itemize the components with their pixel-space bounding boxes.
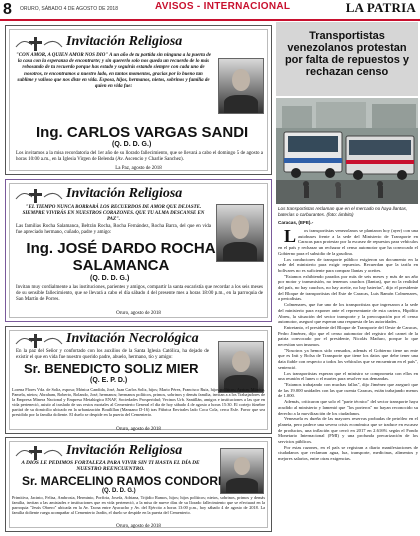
- photo-caption: Los transportistas reclaman que en el mercado no haya llantas, baterías o carburantes. (foto: ámbito): [278, 206, 408, 217]
- section-title: AVISOS - INTERNACIONAL: [155, 1, 291, 12]
- honorific: (Q. D. D. G.): [112, 141, 152, 148]
- card-footer: Oruro, agosto de 2018: [116, 524, 161, 529]
- card-title: Invitación Religiosa: [66, 443, 183, 458]
- header-rule: [0, 19, 420, 21]
- article-paragraph: Por estas razones, en el país se registran a diario manifestaciones de ciudadanos que reclaman agua, luz, transporte, medicinas, alimentos y mejores salarios, entre otras exigencias.: [278, 444, 418, 462]
- article-headline-box: [276, 22, 418, 96]
- obituary-card: [5, 25, 272, 175]
- obituary-card: [5, 326, 272, 434]
- article-paragraph: [278, 228, 418, 257]
- article-headline: Transportistas venezolanos protestan por falta de repuestos y rechazan censo: [284, 30, 410, 78]
- article-paragraph: Venezuela es dueña de las mayores reservas probadas de petróleo en el planeta, pero padece una severa crisis económica que se traduce en escasez de productos, una inflación que cerró en 2017 en 2.616% según el Fondo Monetario Internacional (FMI) y una profunda precarización de los servicios públicos.: [278, 416, 418, 445]
- card-footer: La Paz, agosto de 2018: [115, 166, 162, 171]
- newspaper-name: LA PATRIA: [345, 0, 416, 15]
- honorific: (Q. D. D. G.): [102, 488, 136, 494]
- article-paragraph: Entretanto, el presidente del Bloque de Transporte del Oeste de Caracas, Pedro Jiménez, dijo que el censo automotor del registro del carnet de la patria convocado por el presidente, Nicolás Maduro, porque lo que necesitan son insumos.: [278, 324, 418, 348]
- article-paragraph: Los transportistas esperan que el ministro se comprometa con ellos en una reunión el lunes o el martes para resolver sus demandas.: [278, 370, 418, 382]
- card-quote: "EL TIEMPO NUNCA BORRARÁ LOS RECUERDOS DE AMOR QUE DEJASTE. SIEMPRE VIVIRÁS EN NUESTROS CORAZONES. QUE TU ALMA DESCANSE EN PAZ".: [22, 205, 205, 223]
- article-paragraph: "Nosotros ya hemos sido censados, además el Gobierno tiene un ente que es Intt y Bolsa de Transporte que tiene los datos que debe tener una data fiable con respecto a todos los vehículos que se encuentran en el país", sentenció.: [278, 347, 418, 370]
- portrait-photo: [218, 58, 264, 114]
- article-photo: [276, 98, 418, 204]
- card-footer: Oruro, agosto de 2018: [116, 427, 161, 432]
- card-quote: "CON AMOR, A QUIEN AMOR NOS DIO" A un año de tu partida sin ninguna a la puerta de la casa con la esperanza de encontrarte; y sin quererlo solo nos queda un recuerdo de lo más rebosando de tu recuerdo porque has estado y seguirás estando siempre con cada uno de nosotros, te encontramos a nuestro lado, en tantos momentos, gracias por lo bueno tan sublime y valioso que nos diste en vida. Esposa, hijos, hermanos, nietos, sobrinos y familia de quien en vida fue:: [16, 53, 211, 90]
- card-title: Invitación Religiosa: [66, 186, 183, 201]
- card-quote: A DIOS LE PEDIMOS FORTALEZA PARA VIVIR SIN TI HASTA EL DÍA DE NUESTRO REENCUENTRO.: [21, 460, 200, 473]
- card-title: Invitación Religiosa: [66, 34, 183, 49]
- news-article: [276, 22, 418, 534]
- drop-cap: L: [284, 228, 297, 246]
- article-paragraph: "Estamos trabajando con muchas fallas", dijo Jiménez que aseguró que de las 19.000 unidades con las que cuenta Caracas, están trabajando menos de 1.000.: [278, 381, 418, 399]
- article-paragraph: Los conductores de transporte público exigieron un documento en la sede del ministerio para exigir repuestos. Recuerdan que la tarifa en bolívares no es suficiente para comprar llantas y aceites.: [278, 256, 418, 273]
- card-footer: Oruro, agosto de 2018: [116, 311, 161, 316]
- card-body: Los invitamos a la misa recordatoria del 1er año de su llorado fallecimiento, que se llevará a cabo el domingo 5 de agosto a horas 10:00 a.m., en la Iglesia Virgen de Belenda (Av. Ascencio y Charlie Sanchez).: [16, 151, 263, 163]
- cross-ornament-icon: [14, 35, 64, 53]
- honorific: (Q. E. P. D.): [90, 377, 128, 384]
- portrait-photo: [218, 341, 264, 393]
- article-location: Caracas, (EFE).-: [278, 220, 314, 225]
- honorific: (Q. D. D. G.): [90, 275, 130, 282]
- card-body: Primitiva, Jacinto, Felisa, Ambrosia, Herminio, Porfiria, Josefa, Adriana, Trijidio Ramos, hijos; hijos políticos; nietos, sobrinos, primos y demás familia, invitan a las amistades e instituciones que en vida perteneció, a la misa de nueve días de su llorado fallecimiento que se efectuará en la parroquia "Jesús Obrero" ubicada en la Av. Tacna entre Ayacucho y Av. del Ejército a horas 13:00 p.m., hoy sábado 4 de agosto de 2018. La familia doliente ruega acompañar al Cementerio Jardín, el duelo se despide en la puerta del Cementerio.: [12, 495, 265, 516]
- cross-ornament-icon: [14, 332, 64, 350]
- card-intro: En la paz del Señor y confortado con los auxilios de la Santa Iglesia Católica, ha dejado de existir el que en vida fue nuestro querido padre, abuelo, hermano, tío y amigo:: [16, 349, 209, 361]
- article-paragraph: "Estamos exhibiendo parados por más de seis meses y más de un año por motor y transmisión, no tenemos cauchos (llantas), que no la realidad del país, no hay cauchos, no hay aceite, no hay baterías", dijo el presidente del Bloque de transportistas del Este de Caracas, Luis Ramón Colmenares, a periodistas.: [278, 273, 418, 302]
- article-paragraph: Además, criticaron que solo el "parte técnico" del sector transporte haya acudido al ministerio y lamentó que "los porteros" no hayan reconocido su derecho a la movilización de los ciudadanos.: [278, 399, 418, 416]
- portrait-photo: [220, 448, 264, 494]
- page-number: 8: [3, 1, 12, 18]
- card-body: Invitan muy cordialmente a las instituciones, parientes y amigos, compartir la santa eucaristía que recordar a los seis meses de su sensible fallecimiento, que se llevará a cabo el día sábado 4 del presente mes a horas 18:00 p.m., en la parroquia de San Martín de Porres.: [16, 285, 263, 303]
- paragraph-text: os transportistas venezolanos se plantaron hoy (ayer) con una autobuses frente a la sede del Ministerio de Transporte en Caracas para protestar por la escasez de repuestos para vehículos en el país y rechazar un rechazar el censo automotor que ha convocado el Gobierno para el subsidio de la gasolina.: [278, 228, 418, 256]
- portrait-photo: [216, 204, 264, 262]
- cross-ornament-icon: [14, 187, 64, 205]
- card-body: Lorena Flores Vda. de Soliz, esposa; Mónica Candida, José, Juan Carlos Soliz, hijos; Mario Pérez, Francisco Ruiz, hijos políticos; Ayrton, Mónica, Pamela, nietos; Abraham, Roberto, Rolando, José, hermanos; hermanos políticos, primos, sobrinos y demás familia, invitan a a los Trabajadores de la Empresa Minera Nacional y Empresa Metalúrgica ENAF, Sociedades Prosperidad; Vecinos Urb. Santillán, amigos e instituciones a las que en vida perteneció, asistir al traslado de sus restos mortales al Cementerio General el día de hoy sábado 4 de agosto a horas 15:30. El cortejo fúnebre partirá de su domicilio ubicado en la urbanización Bouilillan (Manzano D-16) tras Fábrica Envirales lado Coca Cola, cerca Esfe. Favor que sea presidido por la familia doliente. El duelo se despide en la puerta del Cementerio.: [12, 387, 265, 418]
- deceased-name: Ing. JOSÉ DARDO ROCHA SALAMANCA: [26, 240, 216, 274]
- deceased-name: Sr. MARCELINO RAMOS CONDORI: [22, 474, 222, 488]
- card-title: Invitación Necrológica: [66, 331, 199, 346]
- page-header: [0, 0, 420, 20]
- obituary-card: [5, 437, 272, 532]
- page-date: ORURO, SÁBADO 4 DE AGOSTO DE 2018: [20, 6, 118, 12]
- deceased-name: Sr. BENEDICTO SOLIZ MIER: [24, 361, 199, 376]
- article-paragraph: Colmenares, que fue uno de los transportistas que ingresaron a la sede del ministerio para exponer ante el representante de esta cartera, Hipólito Abreu, la situación del sector transporte y la preocupación por el censo automotor, aseguró que esperan una respuesta de las autoridades.: [278, 302, 418, 325]
- deceased-name: Ing. CARLOS VARGAS SANDI: [36, 124, 249, 141]
- obituary-card: [5, 179, 272, 322]
- bus-photo-icon: [276, 98, 418, 204]
- card-intro: Las familias Rocha Salamanca, Beltrán Rocha, Rocha Fernández, Rocha Barra, del que en vida fue apreciado hermano, cuñado, padre y amigo:: [16, 224, 211, 236]
- article-body: [278, 228, 418, 532]
